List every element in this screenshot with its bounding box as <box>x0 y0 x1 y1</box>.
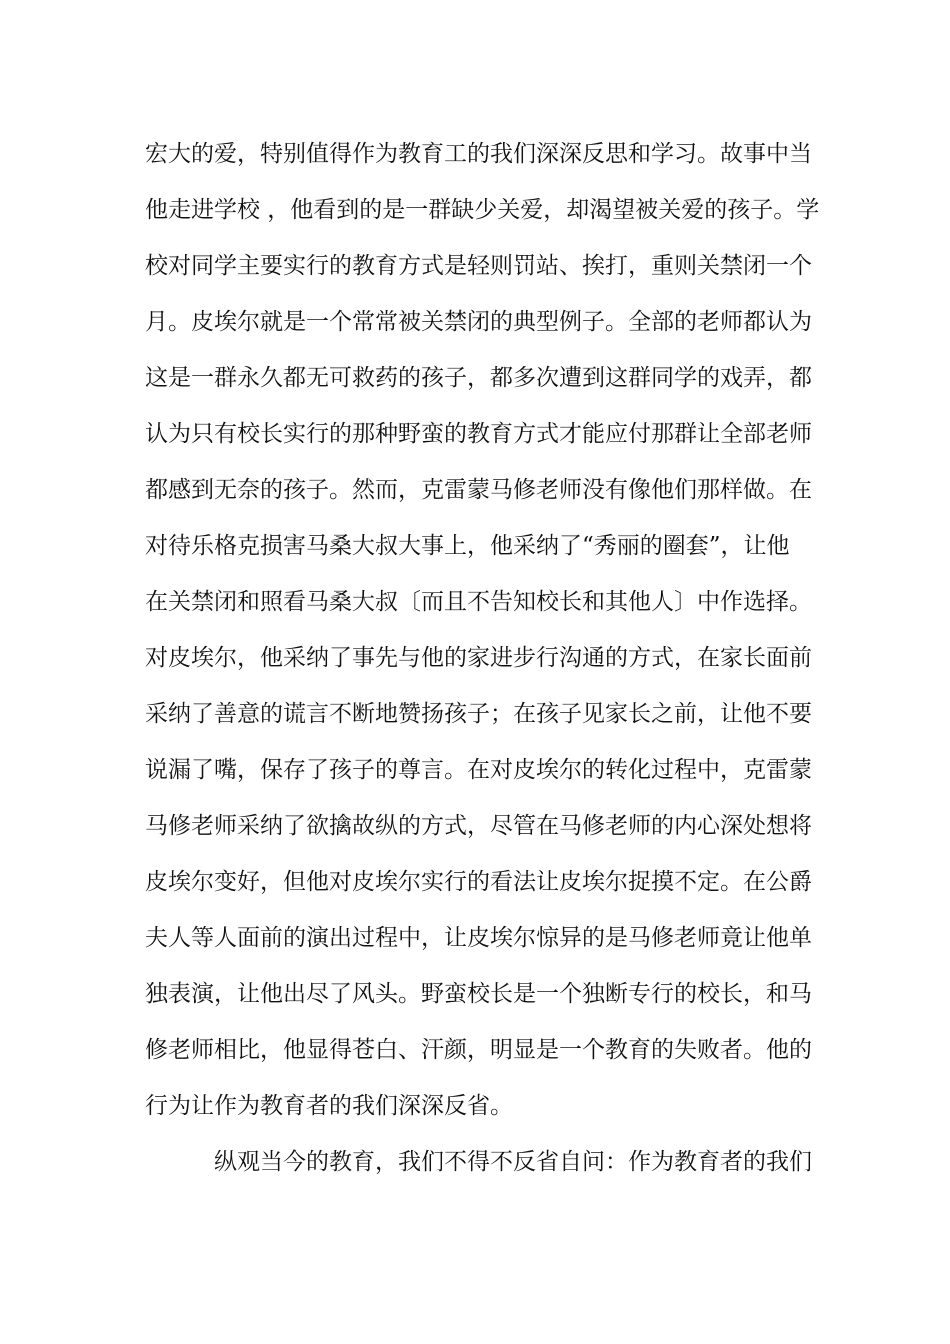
text-line: 都感到无奈的孩子。然而，克雷蒙马修老师没有像他们那样做。在 <box>145 477 812 503</box>
text-line: 马修老师采纳了欲擒故纵的方式，尽管在马修老师的内心深处想将 <box>145 813 812 839</box>
text-line: 校对同学主要实行的教育方式是轻则罚站、挨打，重则关禁闭一个 <box>145 253 812 279</box>
text-line: 独表演，让他出尽了风头。野蛮校长是一个独断专行的校长，和马 <box>145 981 812 1007</box>
text-line: 认为只有校长实行的那种野蛮的教育方式才能应付那群让全部老师 <box>145 421 812 447</box>
text-line: 在关禁闭和照看马桑大叔〔而且不告知校长和其他人〕中作选择。 <box>145 589 812 615</box>
body-text <box>145 128 820 1192</box>
text-line: 说漏了嘴，保存了孩子的尊言。在对皮埃尔的转化过程中，克雷蒙 <box>145 757 812 783</box>
paragraph-start-line: 纵观当今的教育，我们不得不反省自问：作为教育者的我们 <box>214 1149 812 1175</box>
text-line: 对皮埃尔，他采纳了事先与他的家进步行沟通的方式，在家长面前 <box>145 645 812 671</box>
text-line: 宏大的爱，特别值得作为教育工的我们深深反思和学习。故事中当 <box>145 141 812 167</box>
text-line: 行为让作为教育者的我们深深反省。 <box>145 1093 513 1119</box>
text-line: 皮埃尔变好，但他对皮埃尔实行的看法让皮埃尔捉摸不定。在公爵 <box>145 869 812 895</box>
text-line: 夫人等人面前的演出过程中，让皮埃尔惊异的是马修老师竟让他单 <box>145 925 812 951</box>
text-line: 对待乐格克损害马桑大叔大事上，他采纳了“秀丽的圈套”，让他 <box>145 533 790 559</box>
text-line: 修老师相比，他显得苍白、汗颜，明显是一个教育的失败者。他的 <box>145 1037 812 1063</box>
text-line: 采纳了善意的谎言不断地赞扬孩子；在孩子见家长之前，让他不要 <box>145 701 812 727</box>
text-line: 这是一群永久都无可救药的孩子，都多次遭到这群同学的戏弄，都 <box>145 365 812 391</box>
text-line: 月。皮埃尔就是一个常常被关禁闭的典型例子。全部的老师都认为 <box>145 309 812 335</box>
text-line: 他走进学校 ，他看到的是一群缺少关爱，却渴望被关爱的孩子。学 <box>145 197 820 223</box>
